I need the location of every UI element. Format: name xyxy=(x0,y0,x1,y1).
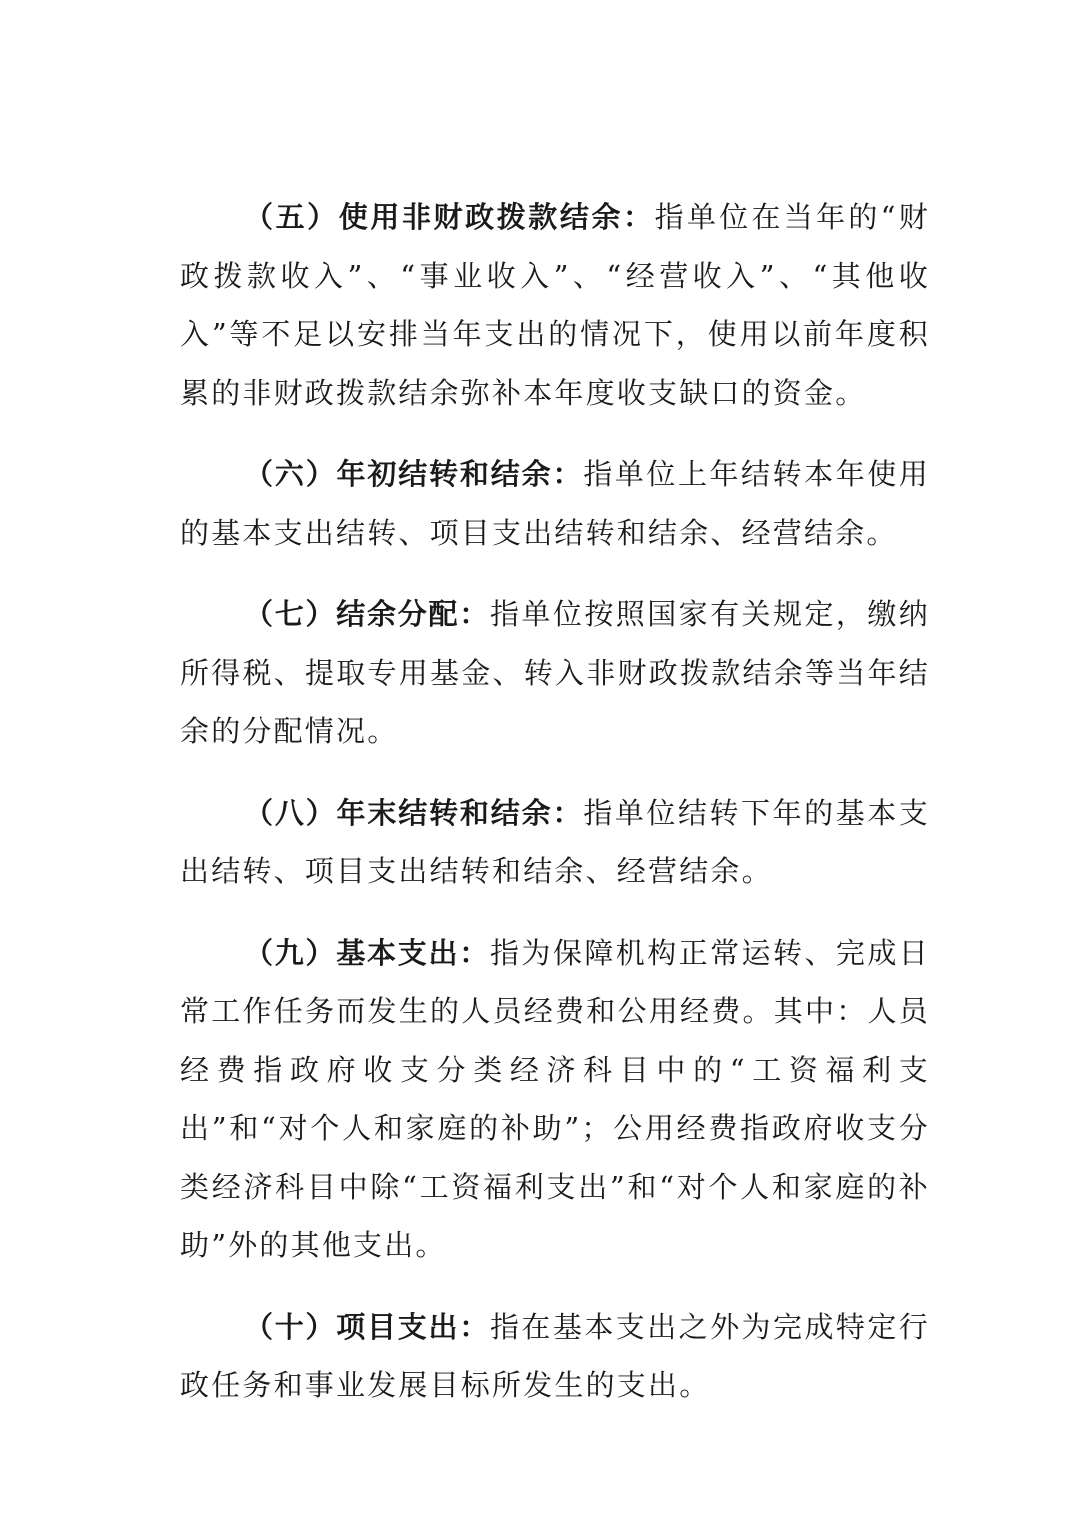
paragraph-item-6 xyxy=(180,445,930,562)
term-definition: 指在基本支出之外为完成特定行政任务和事业发展目标所发生的支出。 xyxy=(180,1309,930,1402)
term-heading: （八）年末结转和结余： xyxy=(244,795,584,830)
term-definition: 指单位按照国家有关规定，缴纳所得税、提取专用基金、转入非财政拨款结余等当年结余的分配情况。 xyxy=(180,597,930,748)
term-heading: （七）结余分配： xyxy=(244,597,490,631)
paragraph-item-10 xyxy=(180,1298,930,1415)
term-heading: （十）项目支出： xyxy=(244,1309,490,1344)
term-definition: 指单位在当年的“财政拨款收入”、“事业收入”、“经营收入”、“其他收入”等不足以安排当年支出的情况下，使用以前年度积累的非财政拨款结余弥补本年度收支缺口的资金。 xyxy=(180,200,930,410)
term-definition: 指为保障机构正常运转、完成日常工作任务而发生的人员经费和公用经费。其中：人员经费指政府收支分类经济科目中的“工资福利支出”和“对个人和家庭的补助”；公用经费指政府收支分类经济科目中除“工资福利支出”和“对个人和家庭的补助”外的其他支出。 xyxy=(180,935,930,1262)
term-definition: 指单位结转下年的基本支出结转、项目支出结转和结余、经营结余。 xyxy=(180,795,930,888)
paragraph-item-7 xyxy=(180,585,930,761)
paragraph-item-5 xyxy=(180,188,930,422)
term-heading: （九）基本支出： xyxy=(244,935,490,970)
term-definition: 指单位上年结转本年使用的基本支出结转、项目支出结转和结余、经营结余。 xyxy=(180,457,930,550)
paragraph-item-9 xyxy=(180,924,930,1275)
term-heading: （五）使用非财政拨款结余： xyxy=(244,200,655,234)
term-heading: （六）年初结转和结余： xyxy=(244,457,584,491)
document-body xyxy=(180,188,930,1438)
paragraph-item-8 xyxy=(180,784,930,901)
